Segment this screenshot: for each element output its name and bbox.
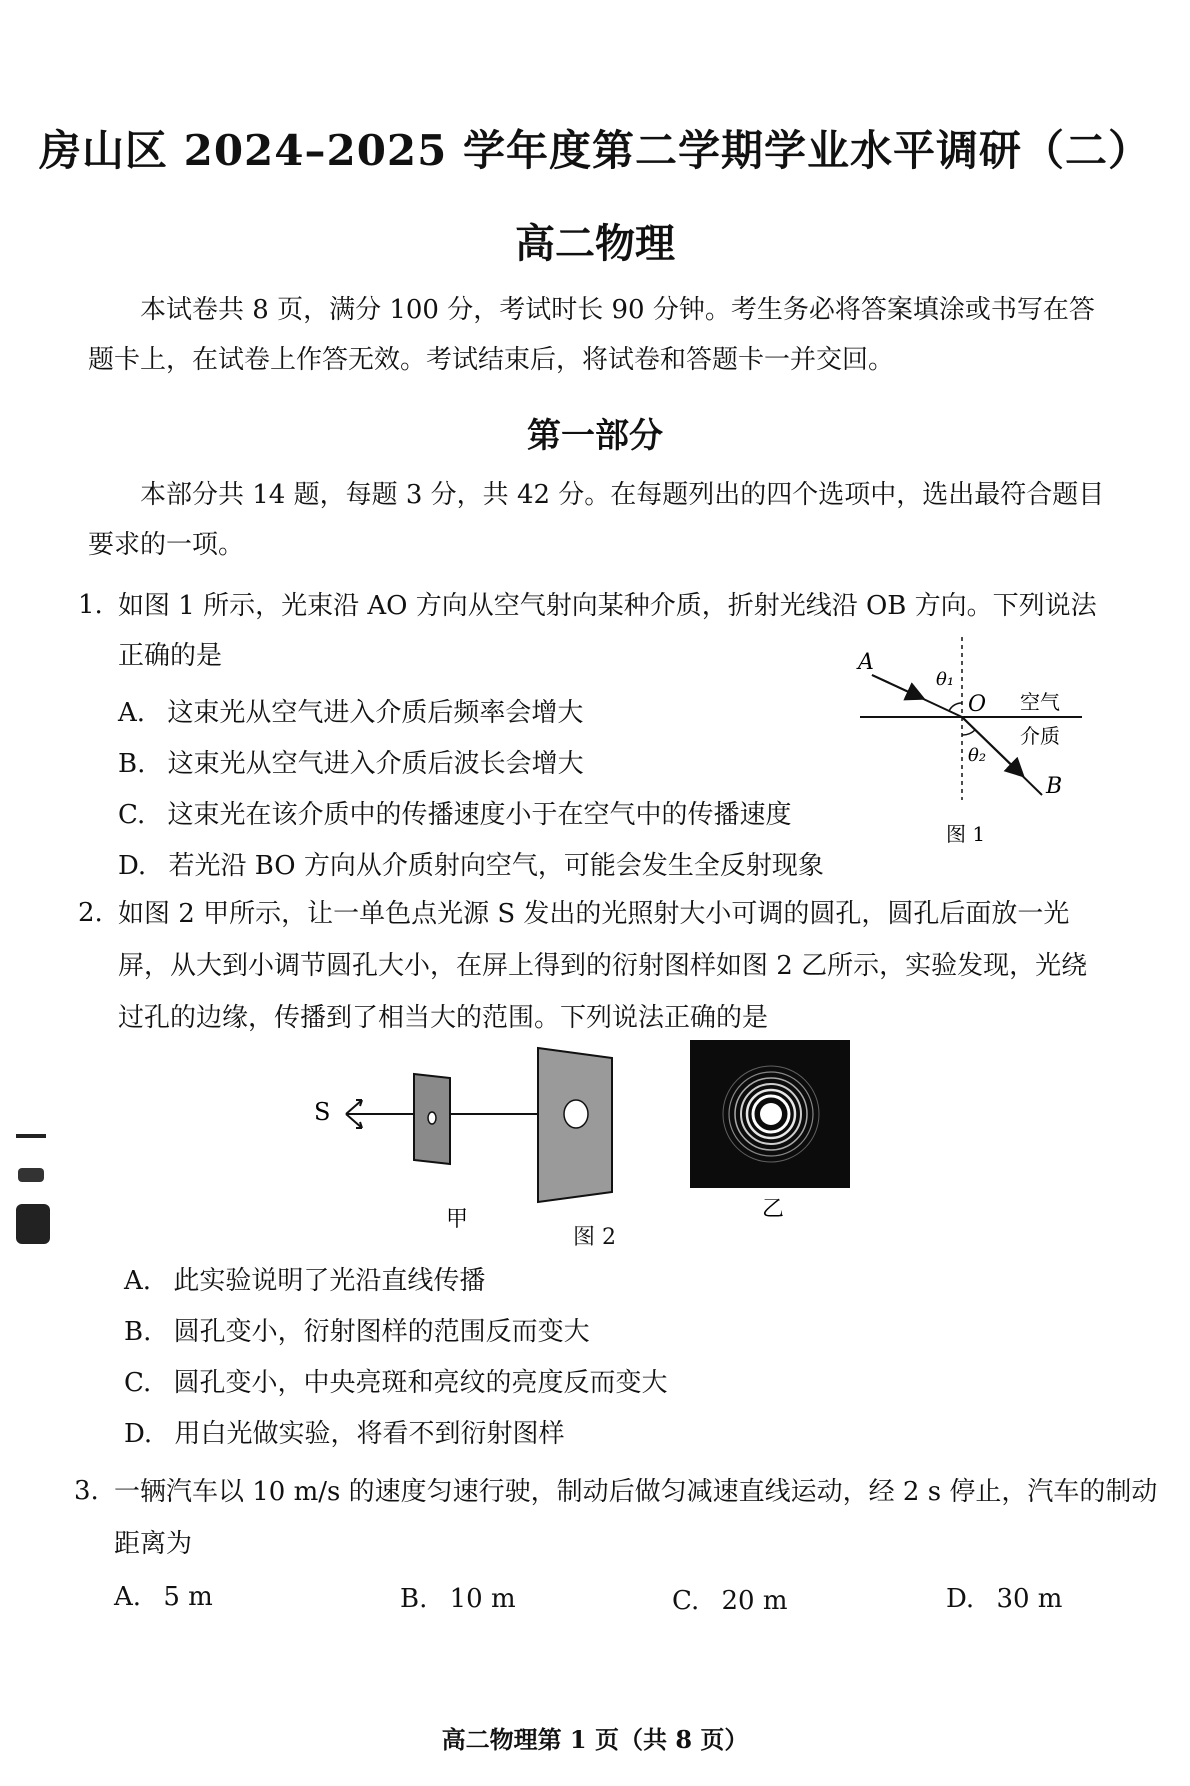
- q2-option-a-text: 此实验说明了光沿直线传播: [173, 1266, 486, 1296]
- incident-arrow: [872, 675, 922, 698]
- q3-option-a-text: 5 m: [163, 1582, 213, 1612]
- q2-option-c-letter: C.: [124, 1368, 152, 1398]
- q1-option-a[interactable]: [118, 692, 583, 729]
- question-2-stem-line-1: 如图 2 甲所示，让一单色点光源 S 发出的光照射大小可调的圆孔，圆孔后面放一光: [118, 899, 1070, 929]
- q3-option-b-text: 10 m: [449, 1584, 516, 1614]
- q1-option-a-text: 这束光从空气进入介质后频率会增大: [167, 698, 584, 728]
- figure-1-refraction: [850, 635, 1090, 850]
- q1-option-d[interactable]: [118, 845, 824, 882]
- question-3-number: 3.: [74, 1476, 99, 1506]
- theta2-arc: [962, 730, 975, 735]
- q2-option-d-text: 用白光做实验，将看不到衍射图样: [174, 1419, 565, 1449]
- figure-2-caption: 图 2: [573, 1225, 616, 1250]
- label-medium: 介质: [1020, 724, 1060, 748]
- q2-option-b-text: 圆孔变小，衍射图样的范围反而变大: [173, 1317, 590, 1347]
- q1-option-c-letter: C.: [118, 800, 146, 830]
- question-2-stem-line-3: 过孔的边缘，传播到了相当大的范围。下列说法正确的是: [118, 1003, 769, 1033]
- q3-option-c-text: 20 m: [721, 1586, 788, 1616]
- question-3-stem-line-1: 一辆汽车以 10 m/s 的速度匀速行驶，制动后做匀减速直线运动，经 2 s 停止，汽车的制动: [114, 1477, 1158, 1507]
- scan-margin-marks: [10, 1130, 60, 1260]
- q2-option-d-letter: D.: [124, 1419, 153, 1449]
- q1-option-c[interactable]: [118, 794, 792, 831]
- theta1-arc: [949, 703, 962, 711]
- part1-heading: 第一部分: [527, 416, 663, 456]
- label-o: O: [968, 692, 987, 717]
- q2-option-c-text: 圆孔变小，中央亮斑和亮纹的亮度反而变大: [173, 1368, 668, 1398]
- label-jia: 甲: [446, 1207, 469, 1230]
- q3-option-c-letter: C.: [672, 1586, 700, 1616]
- label-a: A: [858, 650, 874, 675]
- part1-instruction-line-1: 本部分共 14 题，每题 3 分，共 42 分。在每题列出的四个选项中，选出最符合题目: [140, 480, 1105, 510]
- q3-option-b-letter: B.: [400, 1584, 428, 1614]
- figure-2-setup: [310, 1040, 640, 1230]
- q1-option-b-letter: B.: [118, 749, 146, 779]
- q3-option-c[interactable]: [672, 1586, 788, 1616]
- label-b: B: [1046, 774, 1063, 799]
- figure-2-diffraction-pattern: [690, 1040, 850, 1220]
- subject-title: 高二物理: [515, 220, 675, 267]
- q1-option-d-letter: D.: [118, 851, 147, 881]
- label-source-s: S: [314, 1098, 331, 1126]
- question-2-number: 2.: [78, 898, 103, 928]
- intro-line-2: 题卡上，在试卷上作答无效。考试结束后，将试卷和答题卡一并交回。: [88, 345, 895, 375]
- page-footer: 高二物理第 1 页（共 8 页）: [441, 1725, 749, 1754]
- question-2-stem-line-2: 屏，从大到小调节圆孔大小，在屏上得到的衍射图样如图 2 乙所示，实验发现，光绕: [118, 951, 1088, 981]
- q1-option-b[interactable]: [118, 743, 584, 780]
- question-1-number: 1.: [78, 590, 103, 620]
- label-theta1: θ₁: [936, 669, 955, 690]
- question-3-stem-line-2: 距离为: [114, 1529, 193, 1559]
- q2-option-a-letter: A.: [124, 1266, 152, 1296]
- q2-option-c[interactable]: [124, 1362, 668, 1399]
- q2-option-a[interactable]: [124, 1260, 485, 1297]
- q3-option-a[interactable]: [114, 1582, 213, 1612]
- q3-option-d-letter: D.: [946, 1584, 975, 1614]
- q2-option-d[interactable]: [124, 1413, 564, 1450]
- q1-option-a-letter: A.: [118, 698, 146, 728]
- question-1-stem-line-1: 如图 1 所示，光束沿 AO 方向从空气射向某种介质，折射光线沿 OB 方向。下列说法: [118, 591, 1097, 621]
- central-bright-spot: [760, 1103, 782, 1125]
- q1-option-c-text: 这束光在该介质中的传播速度小于在空气中的传播速度: [167, 800, 792, 830]
- q1-option-b-text: 这束光从空气进入介质后波长会增大: [167, 749, 584, 779]
- label-theta2: θ₂: [968, 745, 987, 766]
- aperture-hole: [428, 1112, 436, 1124]
- part1-instruction-line-2: 要求的一项。: [88, 530, 245, 560]
- intro-line-1: 本试卷共 8 页，满分 100 分，考试时长 90 分钟。考生务必将答案填涂或书写在答: [140, 295, 1095, 325]
- q3-option-d-text: 30 m: [996, 1584, 1063, 1614]
- figure-1-caption: 图 1: [946, 822, 986, 846]
- q3-option-d[interactable]: [946, 1584, 1062, 1614]
- q2-option-b[interactable]: [124, 1311, 590, 1348]
- label-yi: 乙: [762, 1197, 785, 1220]
- screen-bright-spot: [564, 1100, 588, 1128]
- q3-option-a-letter: A.: [114, 1582, 142, 1612]
- q1-option-d-text: 若光沿 BO 方向从介质射向空气，可能会发生全反射现象: [168, 851, 824, 881]
- label-air: 空气: [1020, 690, 1060, 714]
- q3-option-b[interactable]: [400, 1584, 516, 1614]
- question-1-stem-line-2: 正确的是: [118, 641, 223, 671]
- exam-title: 房山区 2024–2025 学年度第二学期学业水平调研（二）: [38, 126, 1152, 175]
- q2-option-b-letter: B.: [124, 1317, 152, 1347]
